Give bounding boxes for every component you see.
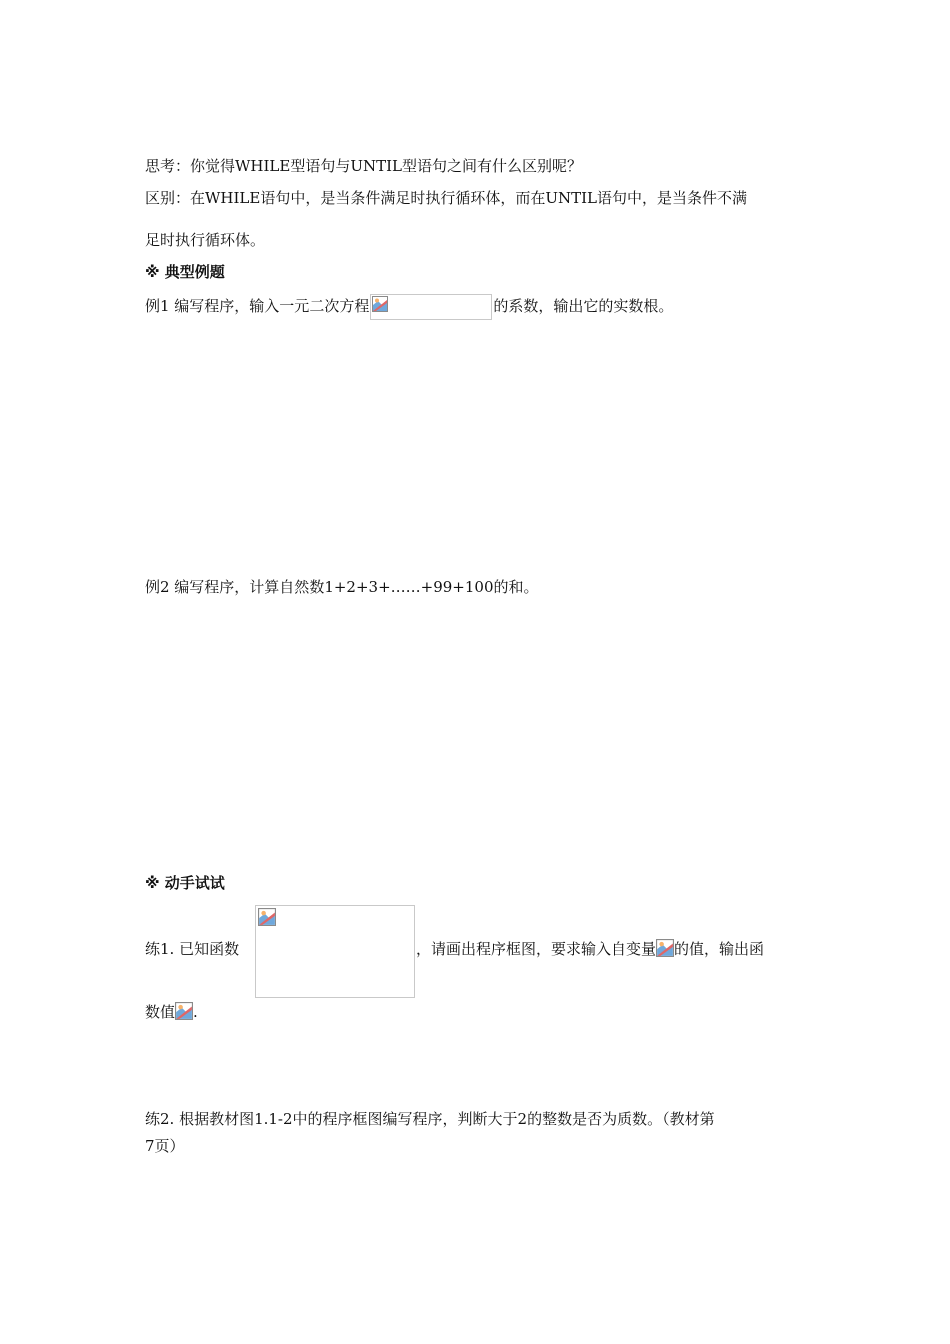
broken-image-icon: [258, 908, 276, 926]
equation-image: [370, 294, 492, 320]
variable-x-image: [656, 939, 674, 957]
practice-1-text-middle: ，请画出程序框图，要求输入自变量: [416, 940, 657, 958]
function-value-image: [175, 1002, 193, 1020]
practice-2-line2: 7页）: [145, 1137, 185, 1155]
practice-1-line2-period: .: [193, 1003, 198, 1021]
think-question: 思考：你觉得WHILE型语句与UNTIL型语句之间有什么区别呢？: [145, 157, 582, 175]
example-1-text-after: 的系数，输出它的实数根。: [493, 297, 674, 315]
practice-1-line1-rest: [416, 939, 764, 959]
practice-1-line2: [145, 1002, 198, 1022]
example-1: [145, 294, 673, 320]
think-answer-line2: 足时执行循环体。: [145, 231, 266, 249]
practice-1-text-before: 练1. 已知函数: [145, 940, 240, 958]
practice-1-line2-text: 数值: [145, 1003, 176, 1021]
section-heading-practice: ※ 动手试试: [145, 874, 225, 892]
think-answer-line1: 区别：在WHILE语句中，是当条件满足时执行循环体，而在UNTIL语句中，是当条件不满: [145, 189, 747, 207]
broken-image-icon: [372, 296, 388, 312]
function-definition-image: [255, 905, 415, 998]
example-2: 例2 编写程序，计算自然数1+2+3+……+99+100的和。: [145, 578, 539, 596]
section-heading-examples: ※ 典型例题: [145, 263, 225, 281]
practice-2-line1: 练2. 根据教材图1.1-2中的程序框图编写程序，判断大于2的整数是否为质数。（教材第: [145, 1110, 715, 1128]
practice-1-text-after: 的值，输出函: [674, 940, 765, 958]
example-1-text-before: 例1 编写程序，输入一元二次方程: [145, 297, 370, 315]
